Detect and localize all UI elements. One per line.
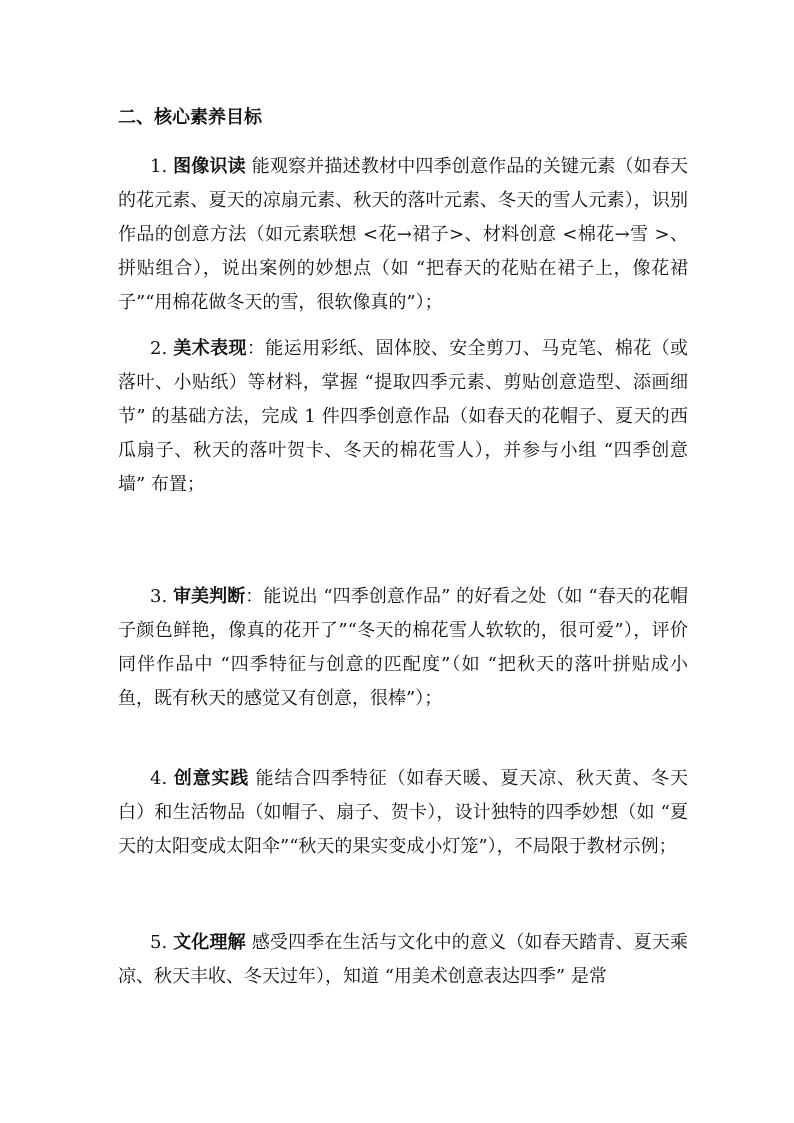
item-text: 能观察并描述教材中四季创意作品的关键元素（如春天的花元素、夏天的凉扇元素、秋天的落叶元素、冬天的雪人元素），识别作品的创意方法（如元素联想 <花→裙子>、材料创意 <棉花→雪 >、拼贴组合），说出案例的妙想点（如 “把春天的花贴在裙子上，像花裙子”“用棉花做冬天的雪，很软像真的”）；: [118, 156, 688, 313]
item-label: 美术表现: [173, 338, 247, 359]
item-number: 5.: [150, 932, 174, 953]
item-number: 4.: [150, 768, 174, 789]
section-heading: 二、核心素养目标: [118, 107, 262, 128]
objective-paragraph-2: [118, 332, 688, 502]
item-label: 图像识读: [173, 156, 246, 177]
item-text: 能结合四季特征（如春天暖、夏天凉、秋天黄、冬天白）和生活物品（如帽子、扇子、贺卡），设计独特的四季妙想（如 “夏天的太阳变成太阳伞”“秋天的果实变成小灯笼”），不局限于教材示例；: [118, 768, 688, 857]
objective-paragraph-3: [118, 580, 688, 716]
objective-paragraph-5: [118, 926, 688, 994]
objective-paragraph-1: [118, 150, 688, 320]
item-text: ：能说出 “四季创意作品” 的好看之处（如 “春天的花帽子颜色鲜艳，像真的花开了”“冬天的棉花雪人软软的，很可爱”），评价同伴作品中 “四季特征与创意的匹配度”（如 “把秋天的落叶拼贴成小鱼，既有秋天的感觉又有创意，很棒”）；: [118, 586, 689, 709]
item-number: 1.: [150, 156, 174, 177]
item-number: 3.: [150, 586, 173, 607]
item-text: 感受四季在生活与文化中的意义（如春天踏青、夏天乘凉、秋天丰收、冬天过年），知道 “用美术创意表达四季” 是常: [118, 932, 688, 987]
item-label: 创意实践: [173, 768, 250, 789]
item-text: ：能运用彩纸、固体胶、安全剪刀、马克笔、棉花（或落叶、小贴纸）等材料，掌握 “提取四季元素、剪贴创意造型、添画细节” 的基础方法，完成 1 件四季创意作品（如春天的花帽子、夏天的西瓜扇子、秋天的落叶贺卡、冬天的棉花雪人），并参与小组 “四季创意墙” 布置；: [118, 338, 689, 495]
objective-paragraph-4: [118, 762, 688, 864]
item-number: 2.: [150, 338, 174, 359]
item-label: 审美判断: [172, 586, 246, 607]
item-label: 文化理解: [173, 932, 246, 953]
